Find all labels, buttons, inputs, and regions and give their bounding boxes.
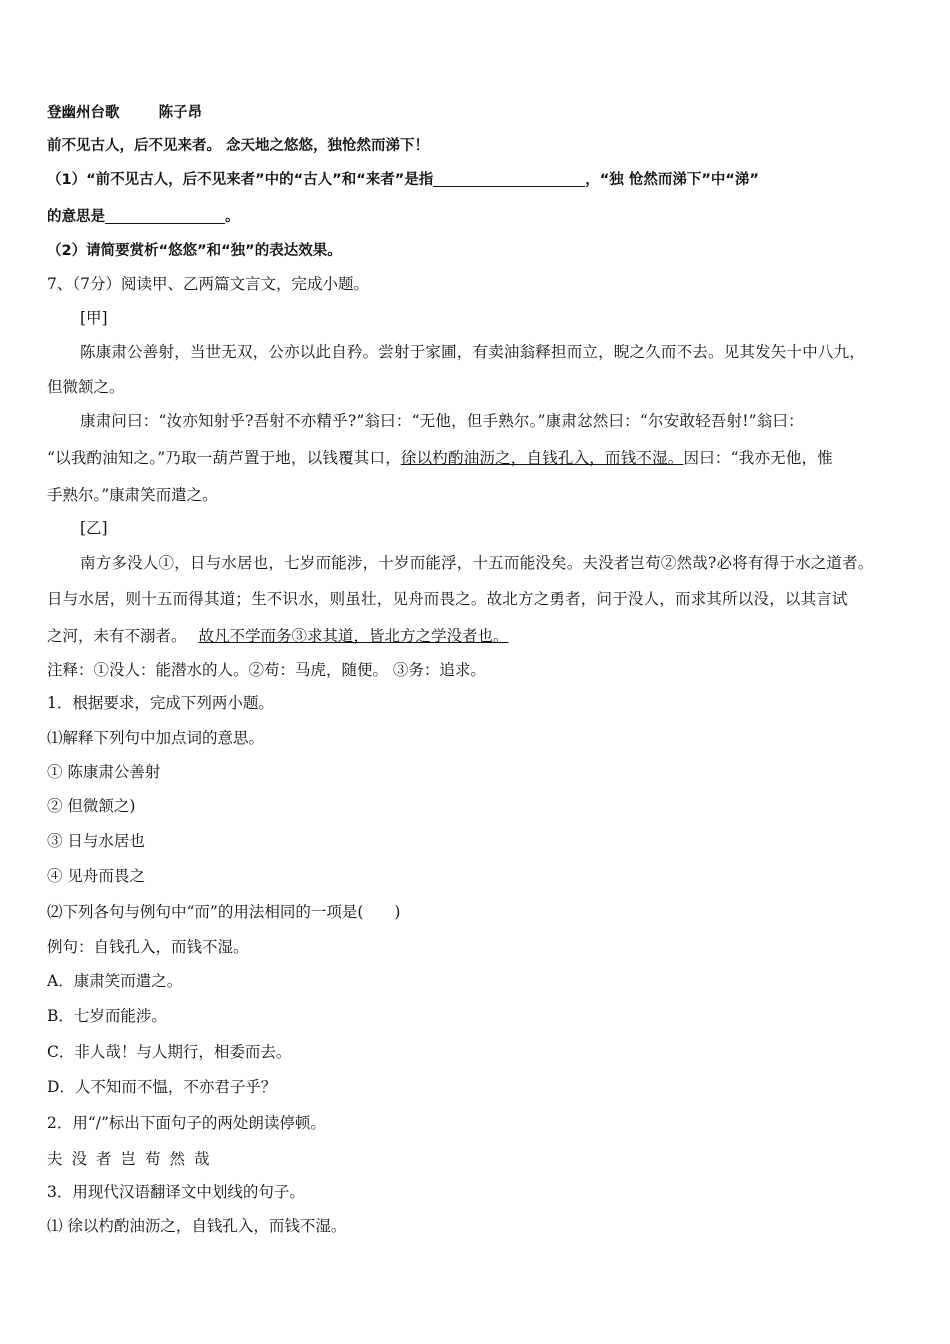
word-item-1: ① 陈康肃公善射 (47, 763, 161, 781)
word-item-2: ② 但微颔之) (47, 797, 136, 815)
poem-question-2: （2）请简要赏析“悠悠”和“独”的表达效果。 (47, 243, 342, 259)
jia-paragraph-2-line-1: 康肃问曰：“汝亦知射乎?吾射不亦精乎?”翁曰：“无他，但手熟尔。”康肃忿然曰：“尔安敢轻吾射!”翁曰： (80, 412, 804, 430)
yi-line-1: 南方多没人①，日与水居也，七岁而能涉，十岁而能浮，十五而能没矣。夫没者岂苟②然哉?必将有得于水之道者。 (80, 554, 874, 572)
yi-label: [乙] (80, 519, 108, 537)
question-2-sentence: 夫没者岂苟然哉 (47, 1150, 219, 1168)
question-3-sub-1: ⑴ 徐以杓酌油沥之，自钱孔入，而钱不湿。 (47, 1217, 347, 1235)
poem-question-1-cont: 的意思是 。 (47, 209, 240, 225)
poem-author: 陈子昂 (158, 105, 203, 121)
q7-header: 7、（7分）阅读甲、乙两篇文言文，完成小题。 (47, 275, 369, 293)
poem-question-1: （1）“前不见古人，后不见来者”中的“古人”和“来者”是指 ，“独 怆然而涕下”中“涕” (47, 172, 759, 188)
question-1-title: 1．根据要求，完成下列两小题。 (47, 694, 274, 712)
yi-line-2: 日与水居，则十五而得其道；生不识水，则虽壮，见舟而畏之。故北方之勇者，问于没人，而求其所以没，以其言试 (47, 590, 848, 608)
option-c[interactable]: C．非人哉！与人期行，相委而去。 (47, 1043, 292, 1061)
answer-blank-1[interactable] (433, 171, 585, 187)
answer-blank-2[interactable] (105, 208, 225, 224)
question-2-title: 2．用“/”标出下面句子的两处朗读停顿。 (47, 1114, 326, 1132)
underlined-sentence-2: 故凡不学而务③求其道，皆北方之学没者也。 (198, 627, 509, 645)
notes: 注释：①没人：能潜水的人。②苟：马虎，随便。 ③务：追求。 (47, 661, 486, 679)
word-item-3: ③ 日与水居也 (47, 832, 145, 850)
question-1-sub-2: ⑵下列各句与例句中“而”的用法相同的一项是( ) (47, 903, 401, 921)
jia-label: [甲] (80, 309, 108, 327)
jia-paragraph-2-line-3: 手熟尔。”康肃笑而遣之。 (47, 486, 218, 504)
underlined-sentence-1: 徐以杓酌油沥之，自钱孔入，而钱不湿。 (400, 449, 684, 467)
question-3-title: 3．用现代汉语翻译文中划线的句子。 (47, 1183, 305, 1201)
option-d[interactable]: D．人不知而不愠，不亦君子乎？ (47, 1078, 277, 1096)
yi-line-3: 之河，未有不溺者。 故凡不学而务③求其道，皆北方之学没者也。 (47, 627, 509, 645)
question-1-sub-1: ⑴解释下列句中加点词的意思。 (47, 729, 265, 747)
poem-title-line (47, 103, 910, 123)
jia-paragraph-2-line-2: “以我酌油知之。”乃取一葫芦置于地，以钱覆其口，徐以杓酌油沥之，自钱孔入，而钱不湿。因曰：“我亦无他，惟 (47, 449, 833, 467)
option-a[interactable]: A．康肃笑而遣之。 (47, 972, 183, 990)
option-b[interactable]: B．七岁而能涉。 (47, 1007, 167, 1025)
poem-title: 登幽州台歌 (47, 105, 120, 121)
jia-paragraph-1-line-2: 但微颔之。 (47, 378, 125, 396)
word-item-4: ④ 见舟而畏之 (47, 867, 145, 885)
example-sentence: 例句：自钱孔入，而钱不湿。 (47, 938, 249, 956)
poem-text: 前不见古人，后不见来者。 念天地之悠悠，独怆然而涕下！ (47, 138, 430, 154)
jia-paragraph-1-line-1: 陈康肃公善射，当世无双，公亦以此自矜。尝射于家圃，有卖油翁释担而立，睨之久而不去。见其发矢十中八九， (80, 343, 866, 361)
